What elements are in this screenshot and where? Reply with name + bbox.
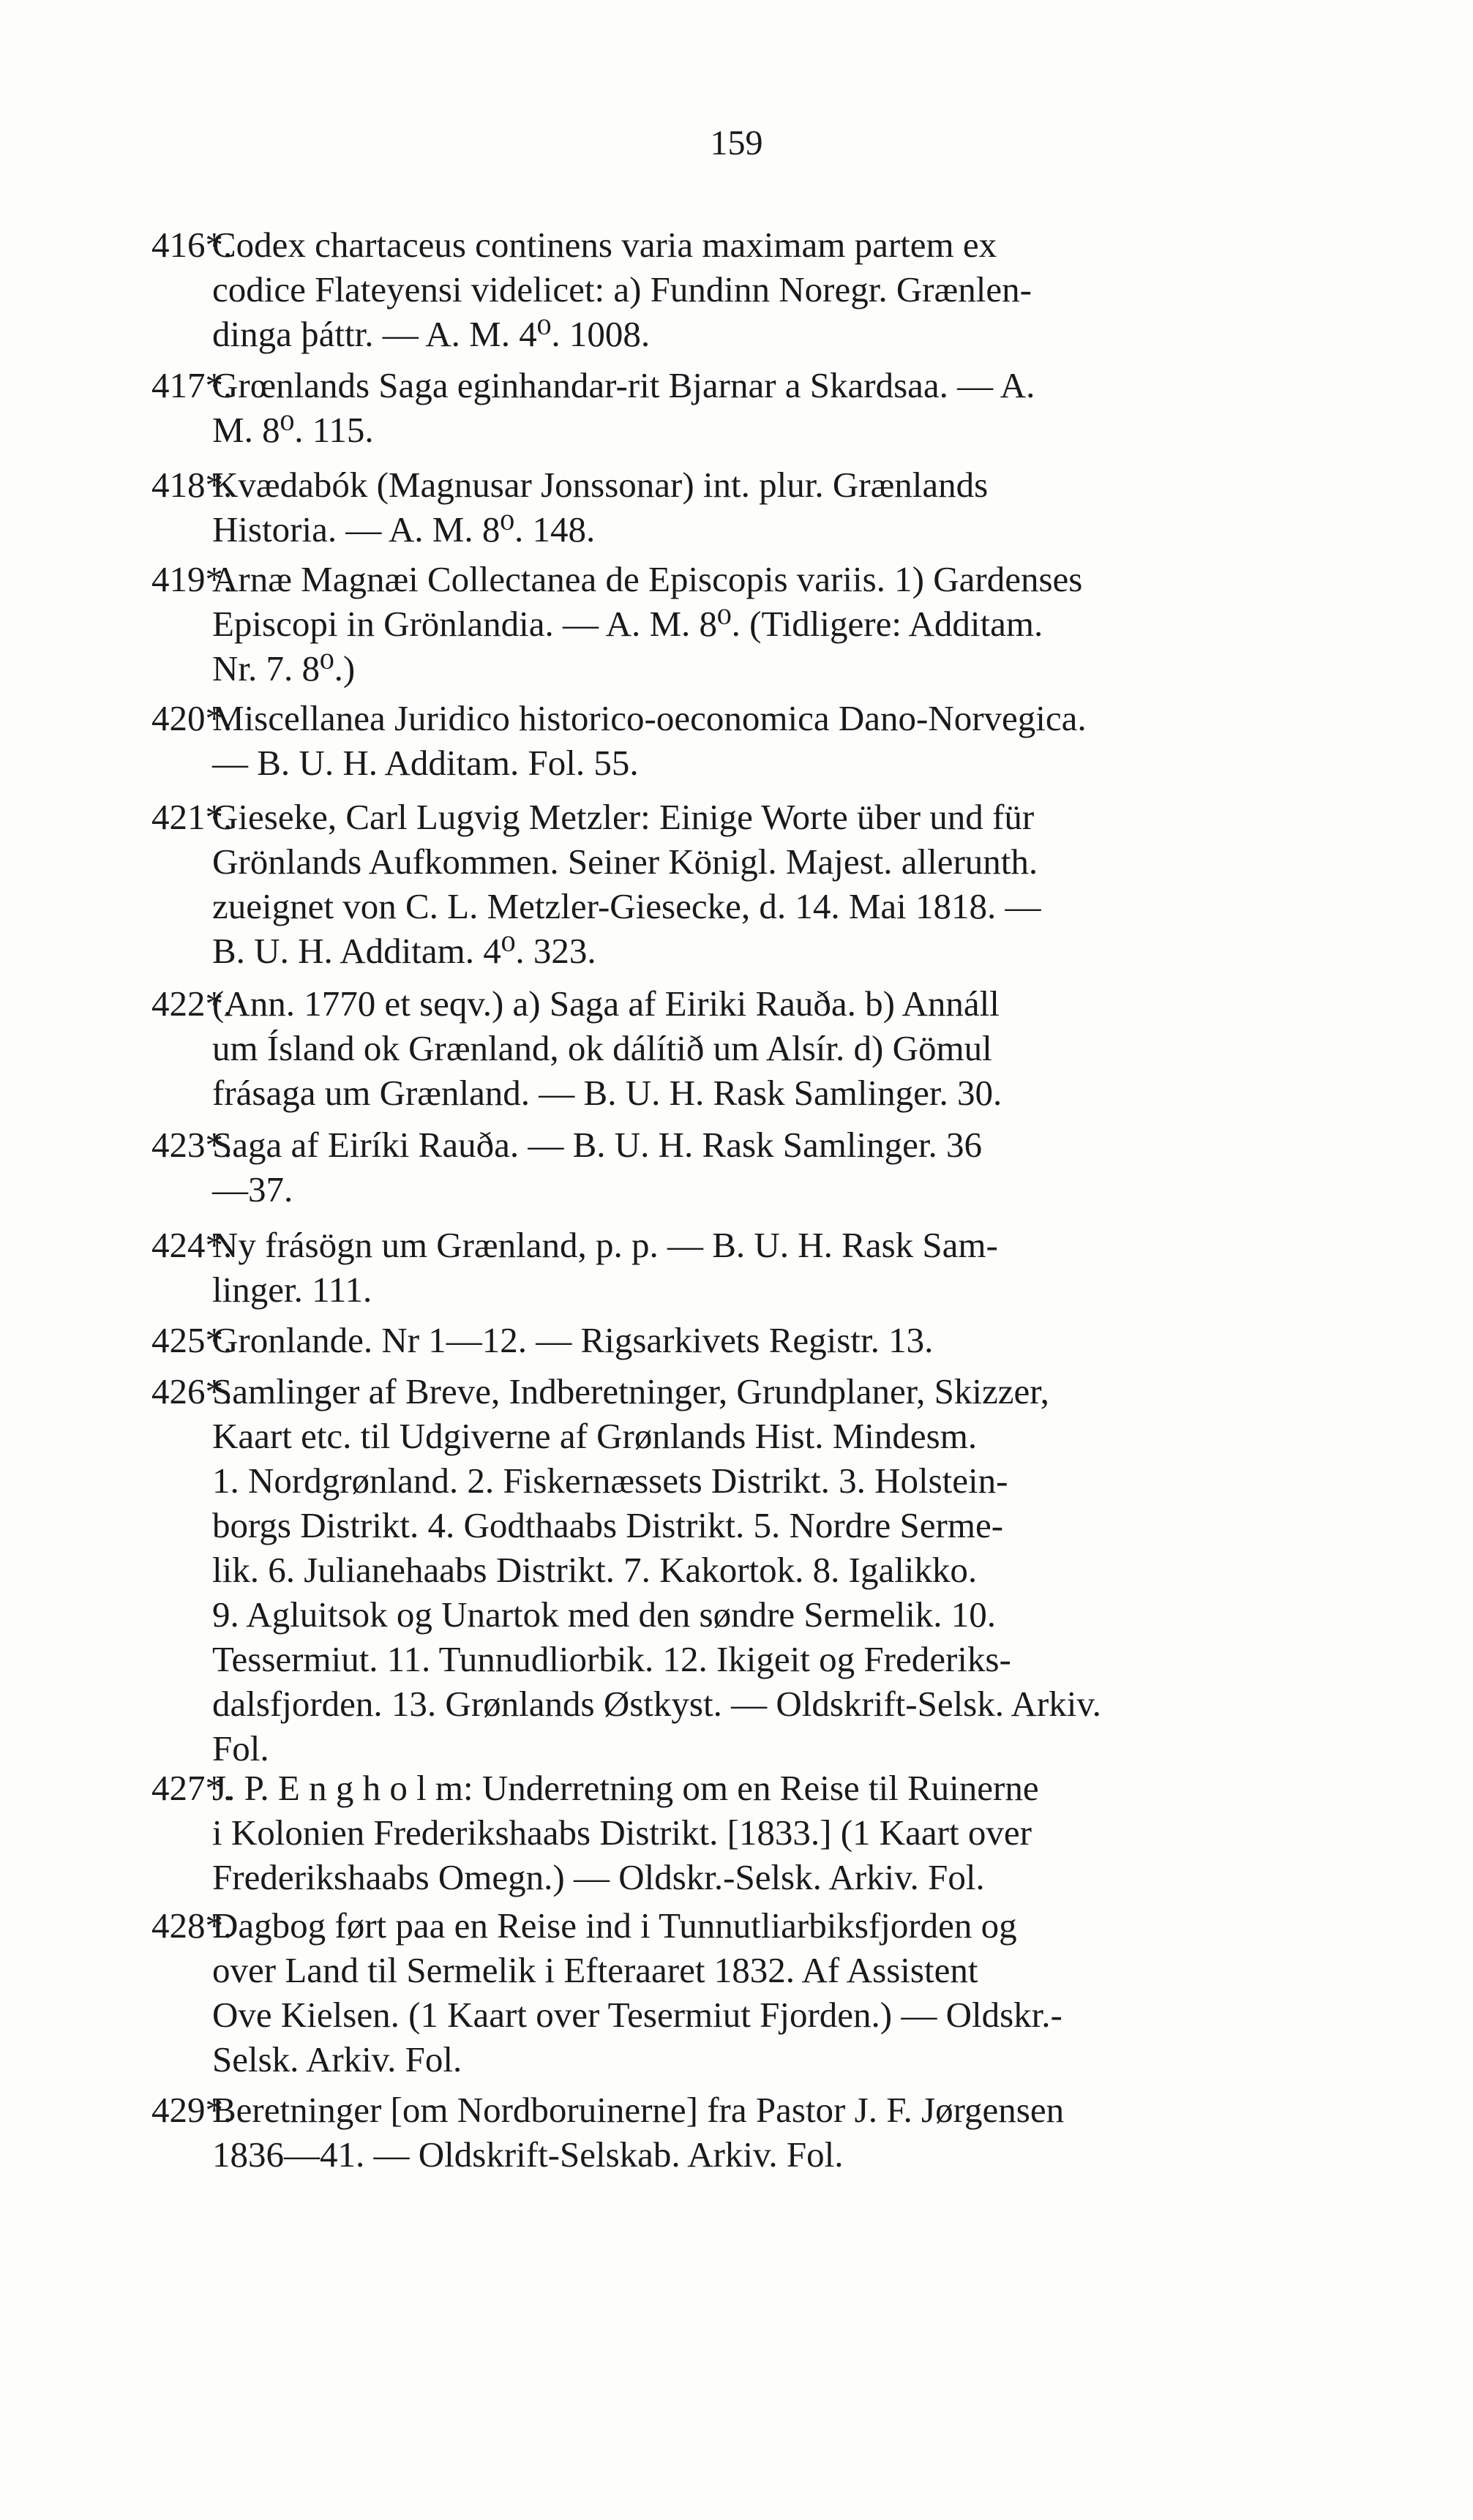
entry-number: 416*.: [151, 225, 233, 265]
entry-text-line: borgs Distrikt. 4. Godthaabs Distrikt. 5. Nordre Serme-: [212, 1505, 1004, 1545]
entry-text-line: Dagbog ført paa en Reise ind i Tunnutliarbiksfjorden og: [212, 1905, 1017, 1946]
entry-number: 426*.: [151, 1371, 233, 1411]
entry-text-line: M. 8⁰. 115.: [212, 410, 374, 450]
entry-text-line: i Kolonien Frederikshaabs Distrikt. [1833.] (1 Kaart over: [212, 1812, 1032, 1853]
entry-text-line: dinga þáttr. — A. M. 4⁰. 1008.: [212, 314, 651, 354]
entry-text-line: Saga af Eiríki Rauða. — B. U. H. Rask Samlinger. 36: [212, 1125, 982, 1165]
entry-text-line: over Land til Sermelik i Efteraaret 1832. Af Assistent: [212, 1950, 978, 1990]
entry-text-line: Kaart etc. til Udgiverne af Grønlands Hist. Mindesm.: [212, 1416, 978, 1456]
entry-text-line: linger. 111.: [212, 1270, 372, 1310]
entry-text-line: codice Flateyensi videlicet: a) Fundinn Noregr. Grænlen-: [212, 269, 1032, 310]
entry-text-line: Episcopi in Grönlandia. — A. M. 8⁰. (Tidligere: Additam.: [212, 604, 1043, 644]
entry-text-line: Frederikshaabs Omegn.) — Oldskr.-Selsk. Arkiv. Fol.: [212, 1857, 985, 1897]
entry-text-line: Samlinger af Breve, Indberetninger, Grundplaner, Skizzer,: [212, 1371, 1049, 1411]
entry-number: 421*.: [151, 797, 233, 837]
entry-text-line: Gronlande. Nr 1—12. — Rigsarkivets Registr. 13.: [212, 1320, 934, 1360]
page-number: 159: [710, 124, 763, 162]
entry-number: 428*.: [151, 1905, 233, 1946]
entry-text-line: um Ísland ok Grænland, ok dálítið um Alsír. d) Gömul: [212, 1028, 992, 1068]
entry-number: 423*.: [151, 1125, 233, 1165]
entry-text-line: Gieseke, Carl Lugvig Metzler: Einige Worte über und für: [212, 797, 1035, 837]
entry-text-line: 1. Nordgrønland. 2. Fiskernæssets Distrikt. 3. Holstein-: [212, 1460, 1008, 1501]
entry-text-line: Tessermiut. 11. Tunnudliorbik. 12. Ikigeit og Frederiks-: [212, 1639, 1011, 1679]
entry-text-line: dalsfjorden. 13. Grønlands Østkyst. — Oldskrift-Selsk. Arkiv.: [212, 1684, 1101, 1724]
entry-text-line: Beretninger [om Nordboruinerne] fra Pastor J. F. Jørgensen: [212, 2090, 1065, 2130]
entry-number: 427*.: [151, 1768, 233, 1808]
entry-number: 425*.: [151, 1320, 233, 1360]
entry-number: 419*.: [151, 559, 233, 599]
entry-text-line: Ny frásögn um Grænland, p. p. — B. U. H. Rask Sam-: [212, 1225, 998, 1265]
entry-text-line: Grœnlands Saga eginhandar-rit Bjarnar a Skardsaa. — A.: [212, 365, 1035, 405]
entry-text-line: Nr. 7. 8⁰.): [212, 648, 356, 689]
entry-text-line: lik. 6. Julianehaabs Distrikt. 7. Kakortok. 8. Igalikko.: [212, 1550, 978, 1590]
entry-text-line: Kvædabók (Magnusar Jonssonar) int. plur. Grænlands: [212, 465, 989, 505]
entry-text-line: Codex chartaceus continens varia maximam partem ex: [212, 225, 997, 265]
entry-text-line: 9. Agluitsok og Unartok med den søndre Sermelik. 10.: [212, 1594, 997, 1635]
entry-text-line: zueignet von C. L. Metzler-Giesecke, d. 14. Mai 1818. —: [212, 886, 1041, 926]
entry-number: 418*.: [151, 465, 233, 505]
entry-text-line: frásaga um Grænland. — B. U. H. Rask Samlinger. 30.: [212, 1073, 1002, 1113]
entry-text-line: Ove Kielsen. (1 Kaart over Tesermiut Fjorden.) — Oldskr.-: [212, 1995, 1062, 2035]
entry-text-line: Miscellanea Juridico historico-oeconomica Dano-Norvegica.: [212, 698, 1087, 738]
entry-number: 429*.: [151, 2090, 233, 2130]
entry-text-line: Fol.: [212, 1728, 269, 1769]
entry-number: 417*.: [151, 365, 233, 405]
entry-text-line: Historia. — A. M. 8⁰. 148.: [212, 509, 596, 550]
entry-number: 420*.: [151, 698, 233, 738]
entry-text-line: Arnæ Magnæi Collectanea de Episcopis variis. 1) Gardenses: [212, 559, 1083, 599]
entry-number: 422*.: [151, 983, 233, 1024]
entry-text-line: —37.: [212, 1169, 293, 1210]
entry-text-line: (Ann. 1770 et seqv.) a) Saga af Eiriki Rauða. b) Annáll: [212, 983, 1000, 1024]
entry-text-line: 1836—41. — Oldskrift-Selskab. Arkiv. Fol.: [212, 2134, 844, 2175]
entry-text-line: — B. U. H. Additam. Fol. 55.: [212, 743, 639, 783]
entry-text-line: Grönlands Aufkommen. Seiner Königl. Majest. allerunth.: [212, 841, 1038, 882]
entry-text-line: Selsk. Arkiv. Fol.: [212, 2039, 462, 2080]
entry-number: 424*.: [151, 1225, 233, 1265]
entry-text-line: B. U. H. Additam. 4⁰. 323.: [212, 931, 596, 971]
entry-text-line: J. P. E n g h o l m: Underretning om en Reise til Ruinerne: [212, 1768, 1039, 1808]
